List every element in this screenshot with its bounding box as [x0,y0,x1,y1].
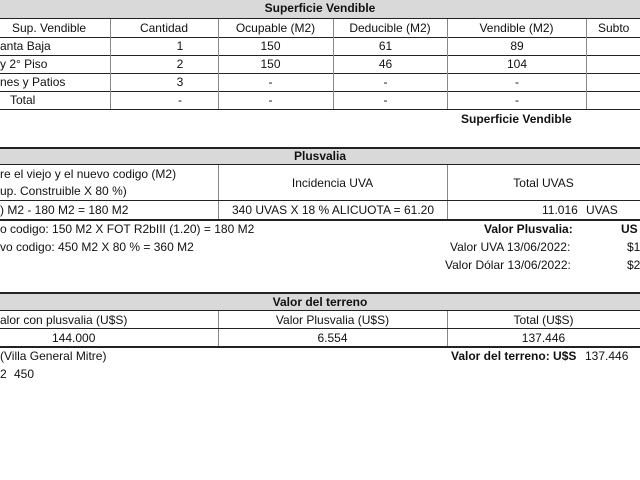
plusvalia-header [0,147,640,165]
valor-uva-value: $1 [627,240,640,254]
superficie-vendible-total-label: Superficie Vendible [461,112,572,126]
plusvalia-header-total: Total UVAS [513,176,574,190]
plusvalia-title: Plusvalia [293,149,347,163]
superficie-title: Superficie Vendible [264,1,376,15]
table-cell: - [515,75,519,89]
terreno-value-con-plusvalia: 144.000 [52,331,96,345]
table-cell: - [383,75,388,89]
col-header-sup-vendible: Sup. Vendible [12,21,87,35]
valor-plusvalia-value: US [621,222,638,236]
col-header-cantidad: Cantidad [139,21,189,35]
row-divider [0,55,640,56]
table-cell: - [178,93,182,107]
table-row-label: nes y Patios [0,75,66,89]
col-divider [447,165,448,220]
table-cell: - [515,93,519,107]
terreno-header-plusvalia: Valor Plusvalia (U$S) [275,313,390,327]
table-cell: 150 [260,57,281,71]
valor-dolar-value: $2 [627,258,640,272]
col-divider [218,165,219,220]
table-cell: 2 [176,57,184,71]
col-header-subtotal: Subto [598,21,630,35]
terreno-value-plusvalia: 6.554 [317,331,348,345]
table-cell: 46 [378,57,393,71]
plusvalia-row-mid: 340 UVAS X 18 % ALICUOTA = 61.20 [232,203,435,217]
table-cell: 104 [506,57,528,71]
plusvalia-note-new-code: vo codigo: 450 M2 X 80 % = 360 M2 [0,240,194,254]
table-row-label: Total [10,93,36,107]
terreno-summary-value: 137.446 [585,349,629,363]
table-row-label: y 2° Piso [0,57,48,71]
valor-dolar-label: Valor Dólar 13/06/2022: [445,258,571,272]
valor-uva-label: Valor UVA 13/06/2022: [450,240,571,254]
row-divider [0,200,640,201]
table-cell: 3 [176,75,184,89]
plusvalia-header-incidencia: Incidencia UVA [291,176,374,190]
plusvalia-total-value: 11.016 [542,203,578,217]
col-header-deducible: Deducible (M2) [349,21,431,35]
table-row-label: anta Baja [0,39,51,53]
terreno-summary-label: Valor del terreno: U$S [451,349,577,363]
table-cell: 1 [176,39,184,53]
col-header-ocupable: Ocupable (M2) [235,21,316,35]
terreno-number-b: 450 [14,367,35,381]
plusvalia-total-unit: UVAS [586,203,618,217]
terreno-header-total: Total (U$S) [513,313,574,327]
plusvalia-header-left-line1: re el viejo y el nuevo codigo (M2) [0,167,177,181]
valor-plusvalia-label: Valor Plusvalia: [484,222,573,236]
terreno-number-a: 2 [0,367,7,381]
row-divider [0,109,640,110]
table-cell: 150 [260,39,281,53]
table-cell: - [268,75,273,89]
row-divider [0,346,640,348]
superficie-header [0,0,640,19]
plusvalia-note-old-code: o codigo: 150 M2 X FOT R2bIII (1.20) = 180 M2 [0,222,255,236]
row-divider [0,219,640,221]
table-cell: - [268,93,273,107]
row-divider [0,91,640,92]
plusvalia-row-left: ) M2 - 180 M2 = 180 M2 [0,203,129,217]
row-divider [0,73,640,74]
terreno-header-con-plusvalia: alor con plusvalia (U$S) [0,313,128,327]
table-cell: 61 [378,39,393,53]
col-header-vendible: Vendible (M2) [479,21,554,35]
terreno-location: (Villa General Mitre) [0,349,107,363]
plusvalia-header-left-line2: up. Construible X 80 %) [0,184,127,198]
table-cell: 89 [510,39,524,53]
table-cell: - [383,93,388,107]
row-divider [0,328,640,329]
terreno-header [0,292,640,311]
terreno-value-total: 137.446 [521,331,566,345]
terreno-title: Valor del terreno [272,295,368,309]
row-divider [0,37,640,38]
